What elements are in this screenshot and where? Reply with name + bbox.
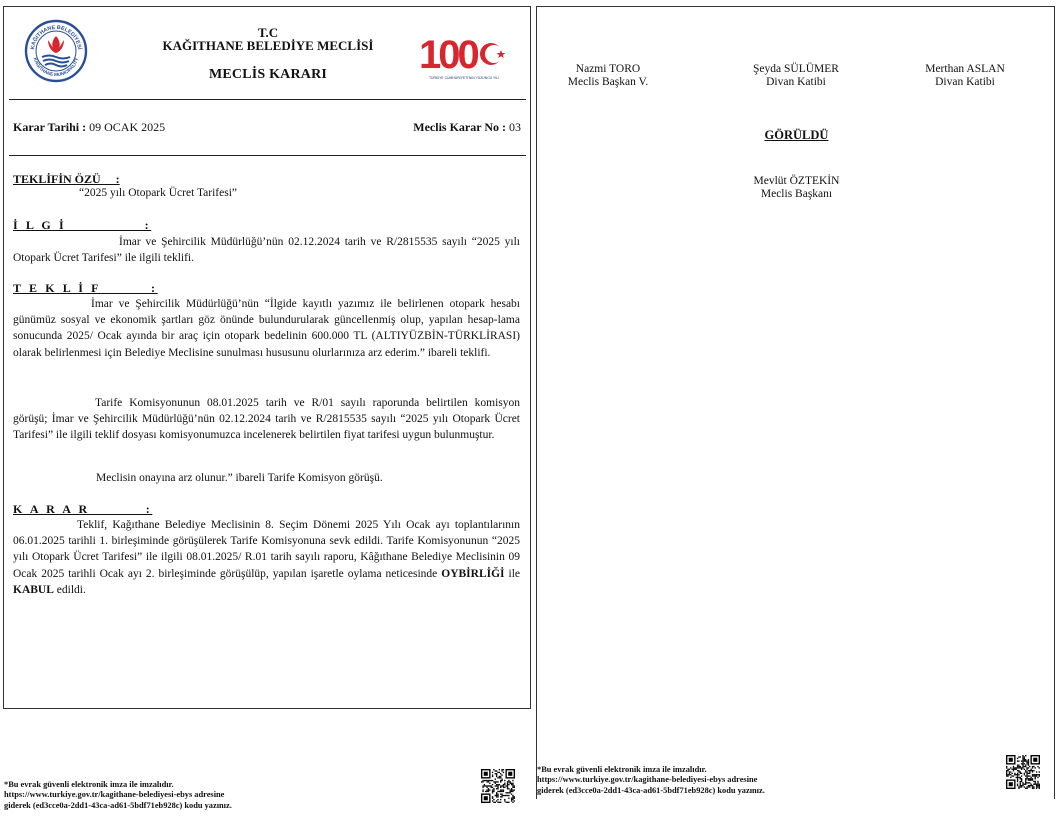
e-signature-footnote-right [537, 765, 807, 796]
signature-name: Nazmi TORO [575, 63, 641, 75]
karar-text-end: edildi. [53, 583, 86, 596]
karar-result-unanimous: OYBİRLİĞİ [441, 567, 505, 580]
section-text-onay: Meclisin onayına arz olunur.” ibareli Tarife Komisyon görüşü. [96, 472, 383, 484]
decision-page [3, 6, 531, 709]
goruldu-title: GÖRÜLDÜ [764, 128, 829, 142]
decision-number-label: Meclis Karar No : [413, 120, 506, 134]
svg-text:KAĞITHANE MUNICIPALITY: KAĞITHANE MUNICIPALITY [32, 57, 80, 78]
section-title-teklif: T E K L İ F : [13, 281, 158, 295]
section-text-teklif: İmar ve Şehircilik Müdürlüğü’nün “İlgide kayıtlı yazımız ile belirlenen otopark hesabı günümüz sosyal ve ekonomik şartları göz önünde bulundurularak güncellenmiş olup, yapılan hesap-lama sonucunda 2025/ Ocak ayında bir araç için otopark bedelinin 600.000 TL (ALTIYÜZBİN-TÜRKLİRASI) olarak belirlenmesi için Belediye Meclisine sunulması hususunu olurlarınıza arz ederim.” ibareli teklifi. [13, 298, 520, 359]
svg-text:TÜRKİYE CUMHURİYETİ'NİN YÜZÜNC: TÜRKİYE CUMHURİYETİ'NİN YÜZÜNCÜ YILI [428, 76, 500, 80]
meta-divider [9, 155, 526, 156]
decision-number [413, 120, 521, 135]
section-title-ilgi: İ L G İ : [13, 218, 152, 232]
svg-text:100: 100 [419, 33, 477, 77]
signature-name: Şeyda SÜLÜMER [753, 63, 839, 75]
qr-code-icon[interactable] [1006, 755, 1040, 789]
section-text-ilgi: İmar ve Şehircilik Müdürlüğü’nün 02.12.2024 tarih ve R/2815535 sayılı “2025 yılı Otopark Ücret Tarifesi” ile ilgili teklifi. [13, 236, 520, 265]
header-council-name: KAĞITHANE BELEDİYE MECLİSİ [162, 38, 374, 53]
header-tc: T.C [257, 25, 279, 40]
signature-role: Meclis Başkan V. [567, 76, 649, 88]
header-divider [9, 99, 526, 100]
footnote-url[interactable]: https://www.turkiye.gov.tr/kagithane-belediyesi-ebys adresine [537, 775, 758, 785]
signature-role: Divan Katibi [766, 76, 826, 88]
footnote-line: giderek (ed3cce0a-2dd1-43ca-ad61-5bdf71eb928c) kodu yazınız. [537, 785, 765, 795]
centennial-logo [418, 29, 510, 81]
section-text-ozu: “2025 yılı Otopark Ücret Tarifesi” [79, 187, 238, 199]
footnote-line: giderek (ed3cce0a-2dd1-43ca-ad61-5bdf71eb928c) kodu yazınız. [4, 800, 232, 810]
approver-block [537, 175, 1056, 201]
signature-name: Merthan ASLAN [925, 63, 1005, 75]
signature-page [536, 6, 1055, 799]
decision-number-value: 03 [509, 120, 521, 134]
document-header [4, 7, 530, 99]
signature-role: Divan Katibi [935, 76, 995, 88]
decision-date-value: 09 OCAK 2025 [89, 120, 166, 134]
section-text-komisyon: Tarife Komisyonunun 08.01.2025 tarih ve R/01 sayılı raporunda belirtilen komisyon görüşü; İmar ve Şehircilik Müdürlüğü’nün 02.12.2024 tarih ve R/2815535 sayılı “2025 yılı Otopark Ücret Tarifesi” ile ilgili teklif dosyası komisyonumuzca incelenerek belirtilen fiyat tarifesi uygun bulunmuştur. [13, 397, 520, 442]
svg-text:KAĞITHANE BELEDİYESİ: KAĞITHANE BELEDİYESİ [29, 24, 82, 50]
section-title-karar: K A R A R : [13, 502, 153, 516]
approver-role: Meclis Başkanı [760, 188, 833, 200]
karar-result-accept: KABUL [13, 583, 54, 596]
qr-code-icon[interactable] [481, 769, 515, 803]
decision-date-label: Karar Tarihi : [13, 120, 87, 134]
signature-block-1 [533, 63, 683, 89]
footnote-line: *Bu evrak güvenli elektronik imza ile imzalıdır. [537, 765, 707, 774]
karar-text-mid: ile [504, 567, 520, 580]
karar-text-main: Teklif, Kağıthane Belediye Meclisinin 8. Seçim Dönemi 2025 Yılı Ocak ayı toplantılarının 06.01.2025 tarihli 1. birleşiminde görüşülerek Tarife Komisyonuna sevk edildi. Tarife Komisyonunun “2025 yılı Otopark Ücret Tarifesi” ile ilgili 08.01.2025/ R.01 tarih sayılı raporu, Kâğıthane Belediye Meclisinin 09 Ocak 2025 tarihli Ocak ayı 2. birleşiminde görüşülüp, yapılan işaretle oylama neticesinde [13, 519, 520, 580]
footnote-url[interactable]: https://www.turkiye.gov.tr/kagithane-belediyesi-ebys adresine [4, 790, 225, 800]
footnote-line: *Bu evrak güvenli elektronik imza ile imzalıdır. [4, 780, 174, 789]
approver-name: Mevlüt ÖZTEKİN [753, 175, 840, 187]
header-document-type: MECLİS KARARI [208, 67, 328, 82]
signature-block-3 [890, 63, 1040, 89]
signature-block-2 [721, 63, 871, 89]
e-signature-footnote-left [4, 780, 274, 811]
section-text-karar [13, 517, 520, 598]
section-title-ozu: TEKLİFİN ÖZÜ : [13, 172, 120, 186]
decision-date [13, 120, 165, 135]
